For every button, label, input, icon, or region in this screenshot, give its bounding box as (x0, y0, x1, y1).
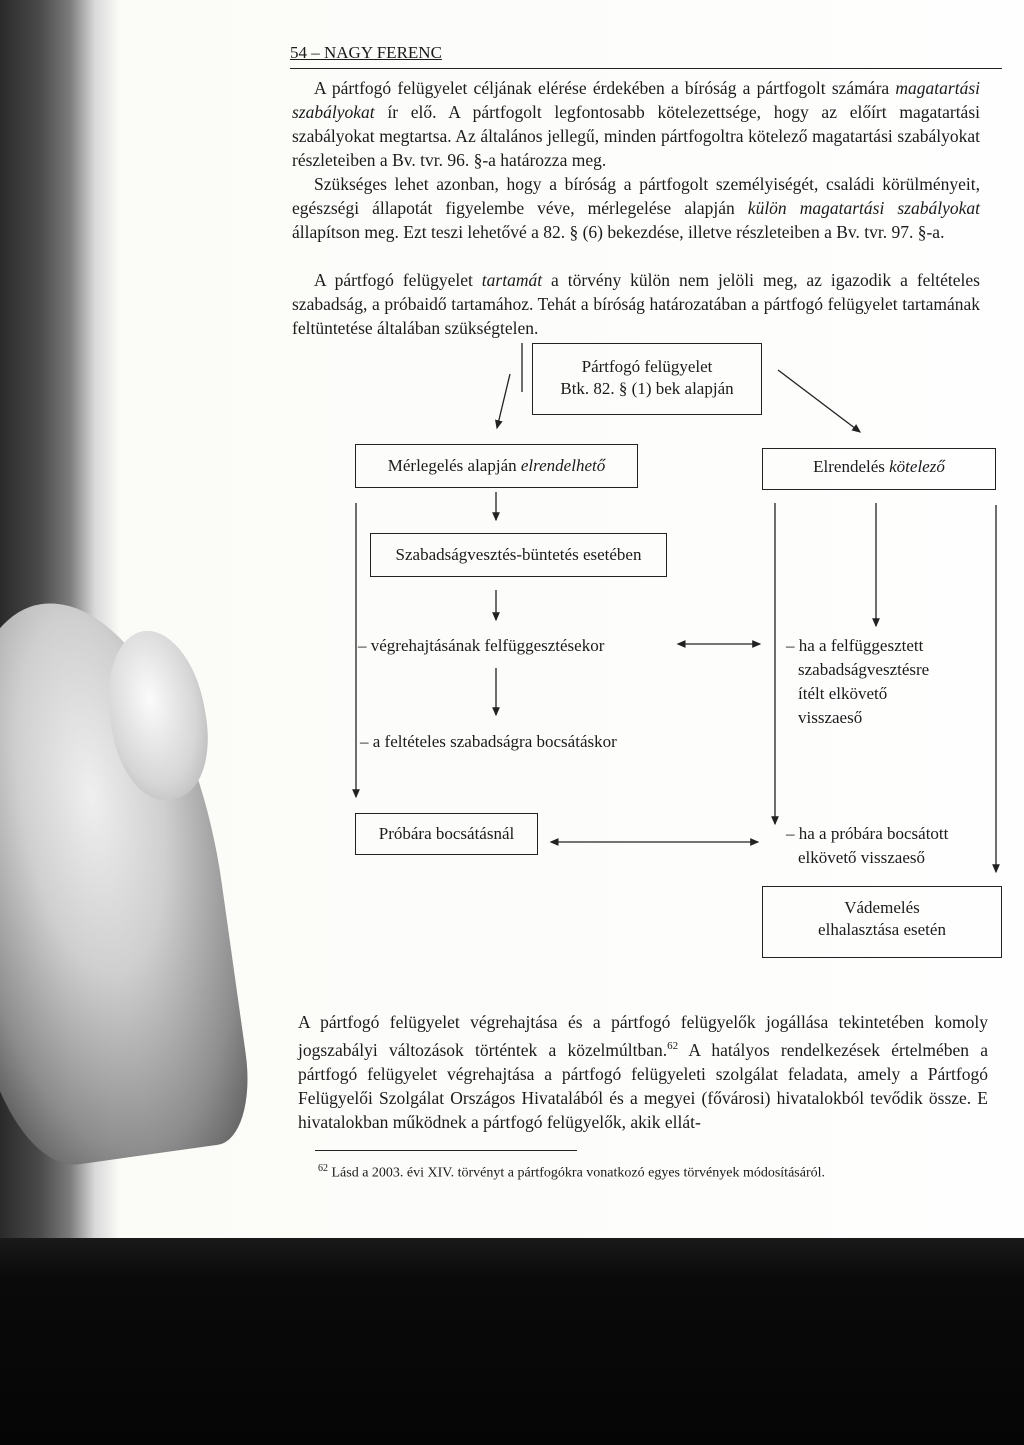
recidivist-suspended-line3: ítélt elkövető (798, 684, 888, 703)
top-box (532, 343, 762, 415)
left-box-emphasis: elrendelhető (520, 456, 606, 475)
text-run: A pártfogó felügyelet céljának elérése érdekében a bíróság a pártfogolt számára (314, 78, 896, 98)
top-box-line1: Pártfogó felügyelet (581, 357, 713, 376)
deferral-box (762, 886, 1002, 958)
deferral-box-line2: elhalasztása esetén (818, 920, 946, 939)
recidivist-suspended (786, 634, 929, 730)
scan-dark-border (0, 1238, 1024, 1445)
right-box-text: Elrendelés (813, 457, 890, 476)
text-run: ír elő. A pártfogolt legfontosabb kötelezettsége, hogy az előírt magatartási szabályokat megtartsa. Az általános jellegű, minden pártfogoltra kötelező magatartási szabályokat részleteiben a Bv. tvr. 96. §-a határozza meg. (292, 102, 980, 170)
arrow-to-left-branch (497, 374, 510, 428)
deferral-box-line1: Vádemelés (844, 898, 920, 917)
emphasis-run: külön magatartási szabályokat (747, 198, 980, 218)
left-box-text: Mérlegelés alapján (387, 456, 521, 475)
top-box-line2: Btk. 82. § (1) bek alapján (560, 379, 734, 398)
paragraph-4 (298, 1010, 988, 1134)
footnote-rule (315, 1150, 577, 1151)
footnote (318, 1160, 998, 1183)
footnote-text: Lásd a 2003. évi XIV. törvényt a pártfogókra vonatkozó egyes törvények módosításáról. (328, 1165, 825, 1181)
recidivist-suspended-line4: visszaeső (798, 708, 863, 727)
emphasis-run: magatartási szabályokat (292, 78, 980, 122)
emphasis-run: tartamát (481, 270, 543, 290)
left-box (355, 444, 638, 488)
parole-item: – a feltételes szabadságra bocsátáskor (360, 732, 617, 751)
arrow-to-right-branch (778, 370, 860, 432)
footnote-number: 62 (318, 1163, 328, 1174)
text-run: Szükséges lehet azonban, hogy a bíróság a pártfogolt személyiségét, családi körülményeit, egészségi állapotát figyelembe véve, mérlegelése alapján (292, 174, 980, 218)
right-box-emphasis: kötelező (889, 457, 945, 476)
probation-box: Próbára bocsátásnál (355, 813, 538, 855)
recidivist-suspended-line2: szabadságvesztésre (798, 660, 930, 679)
text-run: állapítson meg. Ezt teszi lehetővé a 82. § (6) bekezdése, illetve részleteiben a Bv. tvr. 97. §-a. (292, 222, 945, 242)
recidivist-probation (786, 822, 948, 870)
recidivist-suspended-line1: – ha a felfüggesztett (786, 636, 924, 655)
prison-box: Szabadságvesztés-büntetés esetében (370, 533, 667, 577)
text-run: a törvény külön nem jelöli meg, az igazodik a feltételes szabadság, a próbaidő tartamához. Tehát a bíróság határozatában a pártfogó felügyelet tartamának feltüntetése általában szükségtelen. (292, 270, 980, 338)
recidivist-probation-line1: – ha a próbára bocsátott (786, 824, 949, 843)
text-run: A pártfogó felügyelet végrehajtása és a pártfogó felügyelők jogállása tekintetében komoly jogszabályi változások történtek a közelmúltban. (298, 1012, 988, 1060)
running-head: 54 – NAGY FERENC (290, 42, 1002, 69)
right-box (762, 448, 996, 490)
text-run: A pártfogó felügyelet (314, 270, 482, 290)
recidivist-probation-line2: elkövető visszaeső (798, 848, 925, 867)
footnote-ref: 62 (667, 1040, 679, 1052)
suspension-item: – végrehajtásának felfüggesztésekor (358, 636, 605, 655)
text-run: A hatályos rendelkezések értelmében a pártfogó felügyelet végrehajtása a pártfogó felügyeleti szolgálat feladata, amely a Pártfogó Felügyelői Szolgálat Országos Hivatalából és a megyei (fővárosi) hivatalokból tevődik össze. E hivatalokban működnek a pártfogó felügyelők, akik ellát- (298, 1039, 988, 1132)
